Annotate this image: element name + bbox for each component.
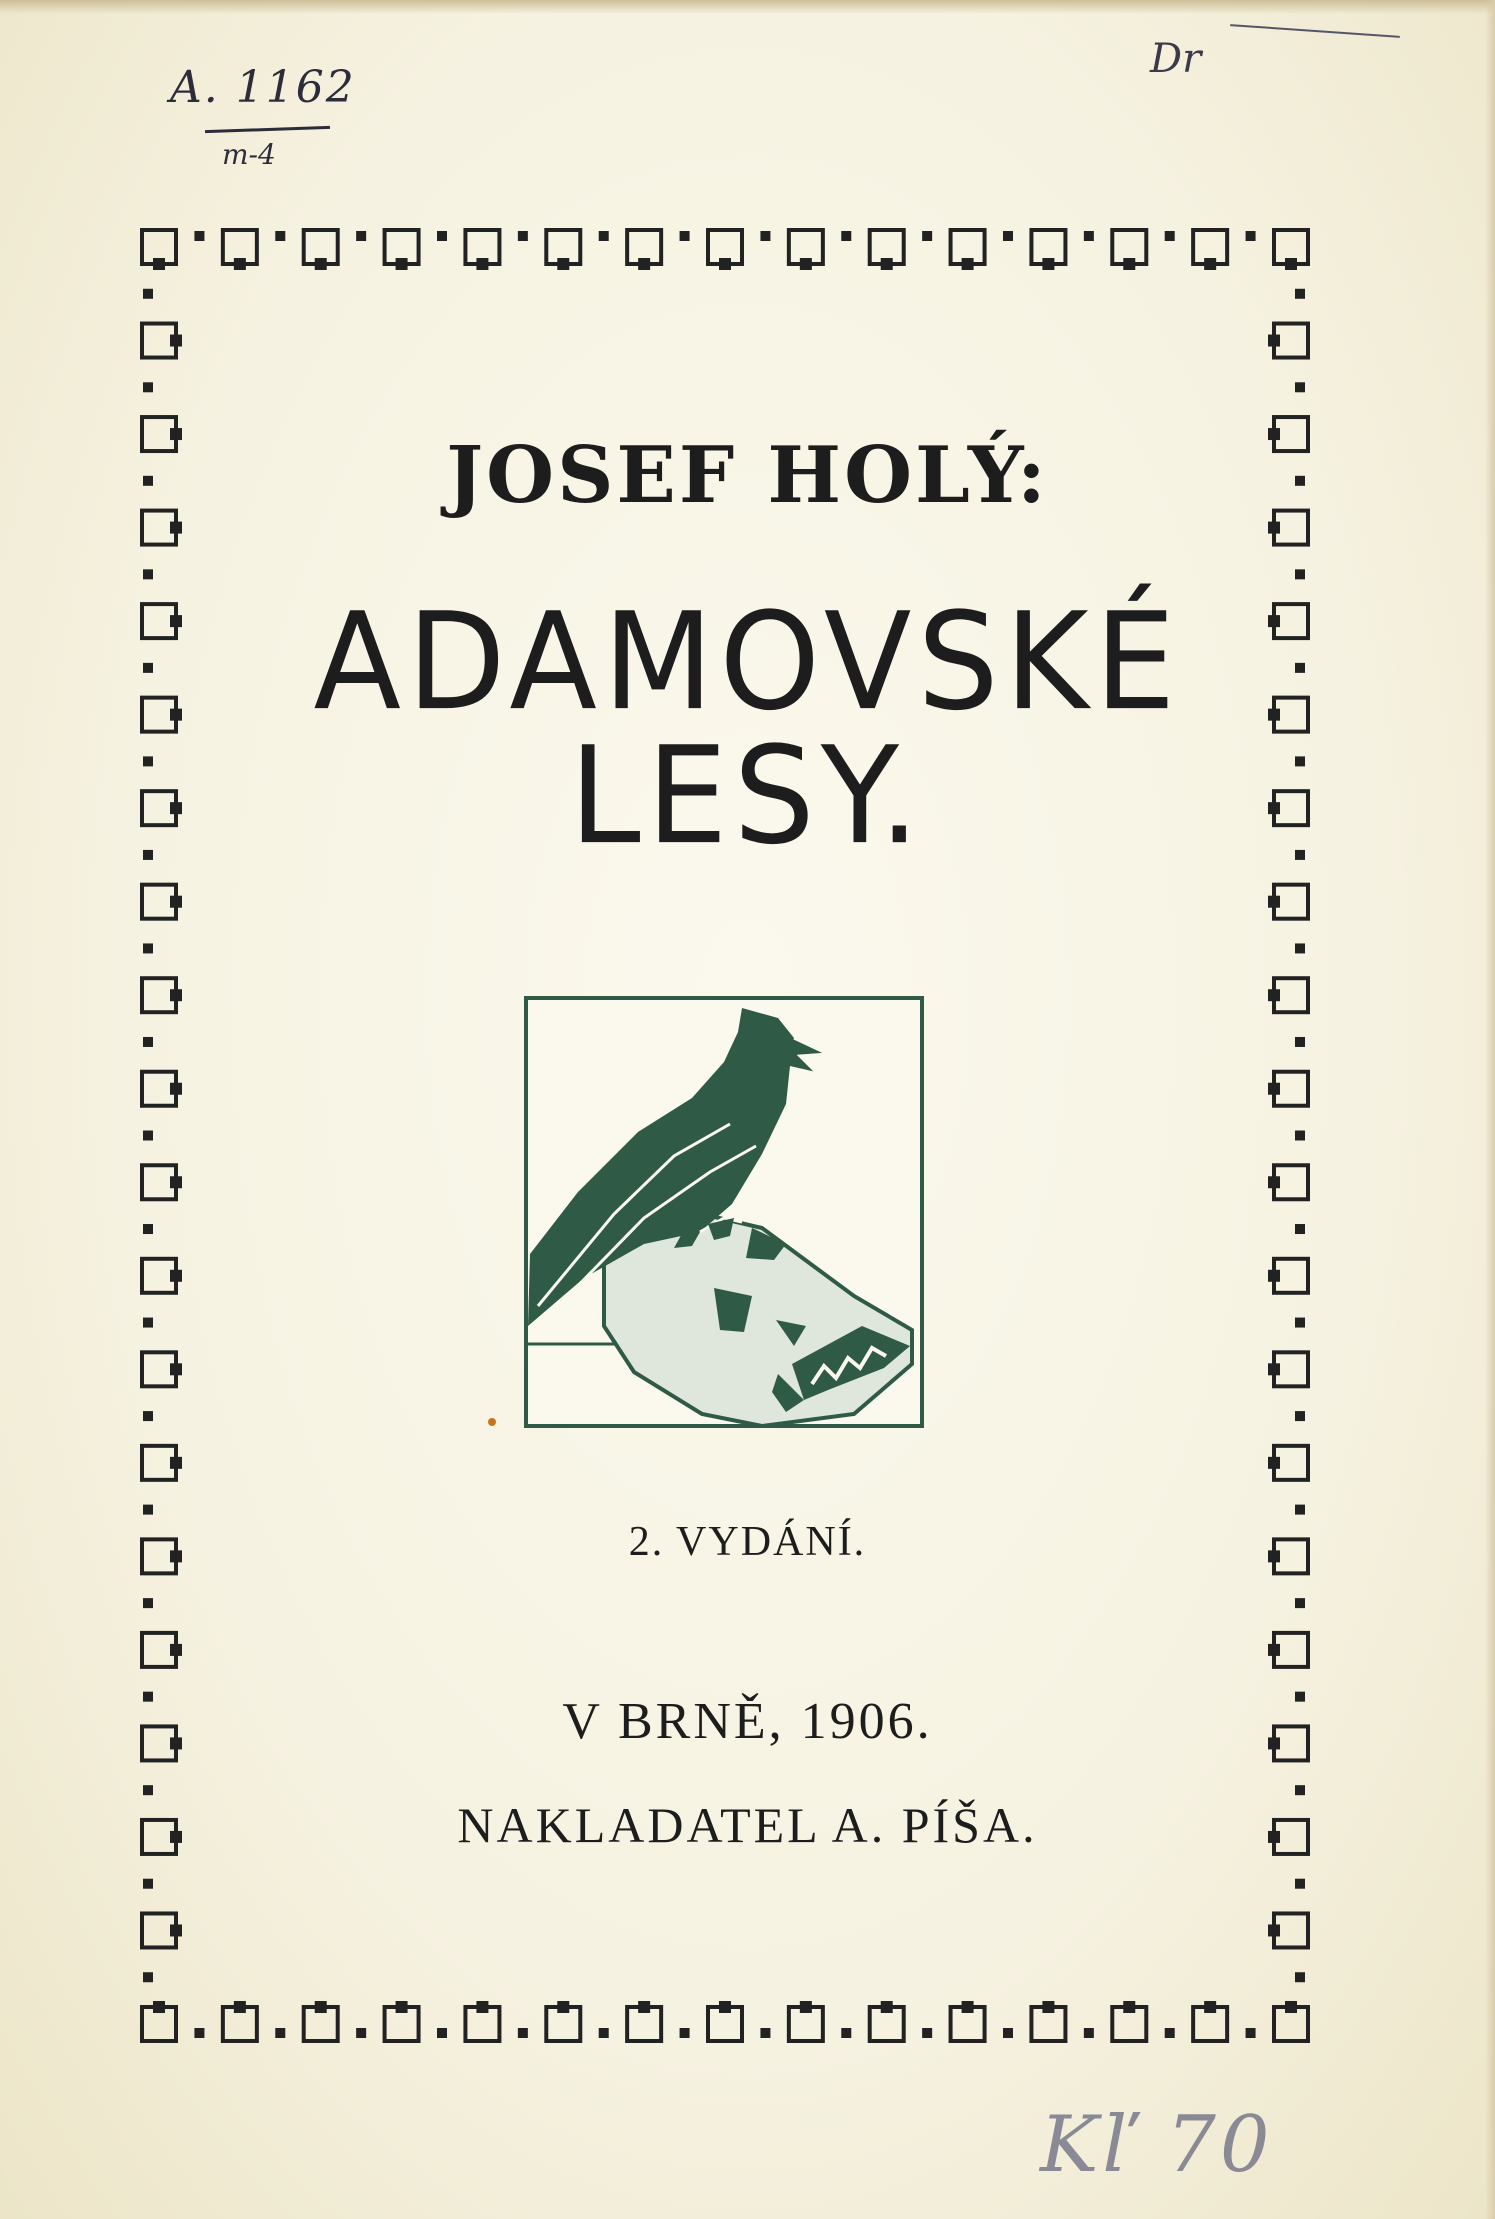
border-ornament bbox=[708, 2001, 742, 2041]
author-name: JOSEF HOLÝ: bbox=[446, 430, 1049, 521]
border-ornament bbox=[627, 230, 661, 270]
border-ornament bbox=[870, 230, 904, 270]
ink-speck bbox=[488, 1418, 496, 1426]
border-dot bbox=[518, 231, 528, 241]
border-dot bbox=[1295, 289, 1305, 299]
book-title-line1: ADAMOVSKÉ bbox=[313, 584, 1182, 741]
border-ornament bbox=[1268, 1165, 1308, 1199]
border-ornament bbox=[142, 230, 176, 270]
paper-right-edge bbox=[1485, 0, 1495, 2219]
border-ornament bbox=[1274, 2001, 1308, 2041]
border-dot bbox=[1003, 2028, 1013, 2038]
border-ornament bbox=[142, 1352, 182, 1386]
border-dot bbox=[143, 382, 153, 392]
border-dot bbox=[1246, 2028, 1256, 2038]
border-dot bbox=[922, 231, 932, 241]
border-dot bbox=[143, 1131, 153, 1141]
border-dot bbox=[1295, 1411, 1305, 1421]
edition-label: 2. VYDÁNÍ. bbox=[628, 1519, 867, 1565]
raven-on-skull-illustration bbox=[524, 996, 924, 1428]
border-dot bbox=[143, 1879, 153, 1889]
border-ornament bbox=[142, 1072, 182, 1106]
border-dot bbox=[143, 1785, 153, 1795]
border-dot bbox=[680, 231, 690, 241]
border-ornament bbox=[385, 2001, 419, 2041]
border-ornament bbox=[142, 885, 182, 919]
border-dot bbox=[922, 2028, 932, 2038]
border-ornament bbox=[223, 230, 257, 270]
border-dot bbox=[143, 1505, 153, 1515]
border-ornament bbox=[142, 1165, 182, 1199]
border-dot bbox=[194, 2028, 204, 2038]
corner-annotation: Dr bbox=[1150, 36, 1202, 82]
shelf-mark-sub-annotation: m-4 bbox=[222, 138, 276, 171]
border-dot bbox=[143, 1598, 153, 1608]
border-ornament bbox=[304, 230, 338, 270]
border-dot bbox=[1084, 2028, 1094, 2038]
border-ornament bbox=[465, 2001, 499, 2041]
border-dot bbox=[760, 2028, 770, 2038]
border-dot bbox=[1295, 1972, 1305, 1982]
publisher-label: NAKLADATEL A. PÍŠA. bbox=[457, 1797, 1038, 1853]
border-ornament bbox=[1112, 2001, 1146, 2041]
border-dot bbox=[841, 2028, 851, 2038]
border-ornament bbox=[142, 1446, 182, 1480]
border-dot bbox=[1165, 2028, 1175, 2038]
border-ornament bbox=[304, 2001, 338, 2041]
border-dot bbox=[275, 231, 285, 241]
border-ornament bbox=[142, 1259, 182, 1293]
border-dot bbox=[437, 2028, 447, 2038]
border-ornament bbox=[142, 324, 182, 358]
border-dot bbox=[1295, 1131, 1305, 1141]
border-ornament bbox=[142, 1633, 182, 1667]
border-dot bbox=[143, 1411, 153, 1421]
border-ornament bbox=[1031, 230, 1065, 270]
border-dot bbox=[1295, 1598, 1305, 1608]
border-dot bbox=[356, 2028, 366, 2038]
border-ornament bbox=[708, 230, 742, 270]
border-dot bbox=[143, 1972, 153, 1982]
border-ornament bbox=[1193, 230, 1227, 270]
border-dot bbox=[599, 2028, 609, 2038]
border-dot bbox=[1295, 1879, 1305, 1889]
border-dot bbox=[1295, 569, 1305, 579]
border-dot bbox=[1295, 1318, 1305, 1328]
shelf-mark-annotation: A. 1162 bbox=[170, 62, 356, 113]
border-ornament bbox=[1268, 1352, 1308, 1386]
border-dot bbox=[1084, 231, 1094, 241]
border-ornament bbox=[1031, 2001, 1065, 2041]
border-dot bbox=[1295, 1505, 1305, 1515]
border-dot bbox=[143, 1318, 153, 1328]
border-ornament bbox=[1268, 1259, 1308, 1293]
border-ornament bbox=[1268, 978, 1308, 1012]
border-dot bbox=[1295, 1224, 1305, 1234]
border-dot bbox=[143, 1224, 153, 1234]
border-dot bbox=[1165, 231, 1175, 241]
border-ornament bbox=[1193, 2001, 1227, 2041]
border-ornament bbox=[951, 230, 985, 270]
border-dot bbox=[143, 569, 153, 579]
border-dot bbox=[356, 231, 366, 241]
border-dot bbox=[518, 2028, 528, 2038]
border-ornament bbox=[1268, 1446, 1308, 1480]
border-ornament bbox=[789, 230, 823, 270]
border-ornament bbox=[142, 1913, 182, 1947]
border-dot bbox=[143, 943, 153, 953]
border-dot bbox=[143, 1037, 153, 1047]
border-dot bbox=[275, 2028, 285, 2038]
border-ornament bbox=[546, 230, 580, 270]
border-dot bbox=[599, 231, 609, 241]
border-dot bbox=[760, 231, 770, 241]
border-ornament bbox=[1268, 1913, 1308, 1947]
border-dot bbox=[1295, 1037, 1305, 1047]
border-ornament bbox=[1274, 230, 1308, 270]
border-dot bbox=[143, 289, 153, 299]
border-ornament bbox=[142, 2001, 176, 2041]
bottom-annotation: Kľ 70 bbox=[1040, 2100, 1274, 2190]
border-dot bbox=[1295, 1785, 1305, 1795]
border-ornament bbox=[789, 2001, 823, 2041]
border-dot bbox=[1295, 943, 1305, 953]
border-dot bbox=[1246, 231, 1256, 241]
border-ornament bbox=[223, 2001, 257, 2041]
border-ornament bbox=[1268, 885, 1308, 919]
border-dot bbox=[1003, 231, 1013, 241]
border-ornament bbox=[465, 230, 499, 270]
border-dot bbox=[437, 231, 447, 241]
border-ornament bbox=[142, 978, 182, 1012]
border-dot bbox=[680, 2028, 690, 2038]
border-dot bbox=[1295, 382, 1305, 392]
border-ornament bbox=[546, 2001, 580, 2041]
border-ornament bbox=[1268, 324, 1308, 358]
border-dot bbox=[194, 231, 204, 241]
border-ornament bbox=[951, 2001, 985, 2041]
border-ornament bbox=[627, 2001, 661, 2041]
border-ornament bbox=[870, 2001, 904, 2041]
border-dot bbox=[841, 231, 851, 241]
border-ornament bbox=[1112, 230, 1146, 270]
border-ornament bbox=[1268, 1633, 1308, 1667]
book-title-line2: LESY. bbox=[569, 718, 926, 875]
place-year-label: V BRNĚ, 1906. bbox=[562, 1693, 933, 1750]
paper-top-edge bbox=[0, 0, 1495, 14]
border-ornament bbox=[1268, 1072, 1308, 1106]
border-ornament bbox=[385, 230, 419, 270]
